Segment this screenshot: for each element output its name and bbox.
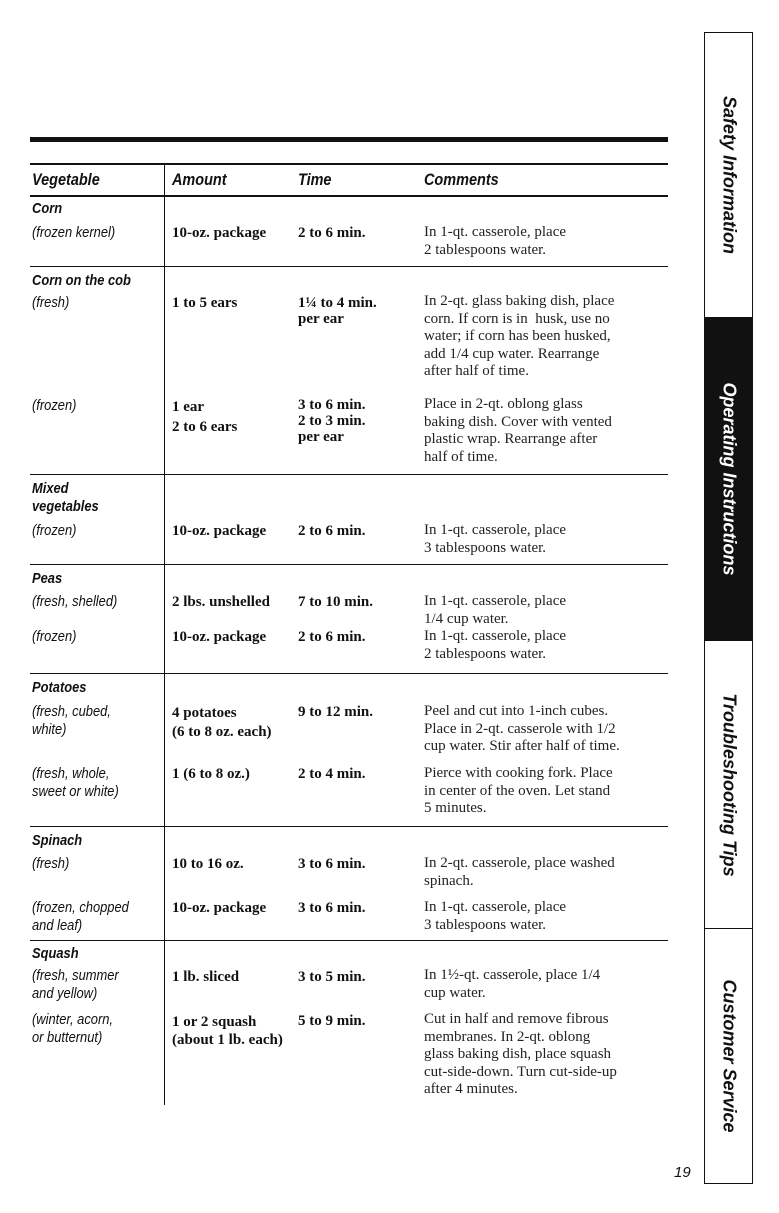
group-name: Squash <box>32 945 79 962</box>
group-name: Corn on the cob <box>32 272 131 289</box>
row-sub: (frozen kernel) <box>32 224 116 241</box>
row-time: 9 to 12 min. <box>298 704 373 720</box>
row-amount: 10-oz. package <box>172 523 267 539</box>
row-time: 3 to 6 min. <box>298 856 366 872</box>
header-divider <box>30 195 668 197</box>
tab-troubleshooting-tips[interactable] <box>705 641 752 929</box>
row-amount: 4 potatoes (6 to 8 oz. each) <box>172 705 272 740</box>
header-time: Time <box>298 170 332 189</box>
row-time: 3 to 6 min. <box>298 900 366 916</box>
row-time: 2 to 6 min. <box>298 523 366 539</box>
row-amount: 1 to 5 ears <box>172 295 238 311</box>
row-sub: (frozen) <box>32 628 77 645</box>
row-comment: In 1-qt. casserole, place 2 tablespoons water. <box>424 224 567 258</box>
row-comment: In 2-qt. casserole, place washed spinach. <box>424 855 615 889</box>
row-sub: (fresh, whole, sweet or white) <box>32 765 119 800</box>
tab-customer-service[interactable] <box>705 929 752 1182</box>
row-comment: Place in 2-qt. oblong glass baking dish. Cover with vented plastic wrap. Rearrange after half of time. <box>424 396 612 465</box>
tab-label: Operating Instructions <box>719 382 739 576</box>
row-comment: Peel and cut into 1-inch cubes. Place in 2-qt. casserole with 1/2 cup water. Stir after half of time. <box>424 703 620 754</box>
row-time: 3 to 6 min. 2 to 3 min. per ear <box>298 397 366 445</box>
column-divider <box>164 163 165 1105</box>
tab-safety-information[interactable] <box>705 33 752 318</box>
row-amount: 2 lbs. unshelled <box>172 594 270 610</box>
row-comment: In 1-qt. casserole, place 2 tablespoons water. <box>424 628 567 662</box>
header-vegetable: Vegetable <box>32 170 100 189</box>
row-sub: (fresh) <box>32 855 70 872</box>
row-amount: 1 (6 to 8 oz.) <box>172 766 250 782</box>
top-rule <box>30 137 668 142</box>
row-time: 3 to 5 min. <box>298 969 366 985</box>
row-amount: 1 ear 2 to 6 ears <box>172 399 238 435</box>
header-amount: Amount <box>172 170 227 189</box>
row-sub: (frozen, chopped and leaf) <box>32 899 129 934</box>
row-amount: 1 or 2 squash (about 1 lb. each) <box>172 1014 283 1048</box>
row-time: 7 to 10 min. <box>298 594 373 610</box>
row-amount: 1 lb. sliced <box>172 969 240 985</box>
row-time: 2 to 6 min. <box>298 629 366 645</box>
header-comments: Comments <box>424 170 499 189</box>
group-name: Potatoes <box>32 679 87 696</box>
tab-label: Troubleshooting Tips <box>719 692 739 877</box>
group-name: Corn <box>32 200 63 217</box>
row-comment: In 1½-qt. casserole, place 1/4 cup water. <box>424 967 601 1001</box>
row-time: 2 to 4 min. <box>298 766 366 782</box>
row-sub: (fresh, cubed, white) <box>32 703 111 738</box>
row-comment: Cut in half and remove fibrous membranes. In 2-qt. oblong glass baking dish, place squash cut-side-down. Turn cut-side-up after 4 minutes. <box>424 1011 617 1097</box>
row-comment: In 1-qt. casserole, place 3 tablespoons water. <box>424 899 567 933</box>
row-sub: (fresh, shelled) <box>32 593 118 610</box>
row-sub: (fresh, summer and yellow) <box>32 967 119 1002</box>
group-name: Spinach <box>32 832 83 849</box>
row-time: 5 to 9 min. <box>298 1013 366 1029</box>
group-name: Mixed vegetables <box>32 480 99 515</box>
row-amount: 10-oz. package <box>172 225 267 241</box>
row-time: 2 to 6 min. <box>298 225 366 241</box>
table-top-border <box>30 163 668 165</box>
group-divider <box>30 564 668 565</box>
row-amount: 10-oz. package <box>172 629 267 645</box>
tab-operating-instructions[interactable] <box>705 318 752 641</box>
section-sidebar <box>704 32 753 1184</box>
row-amount: 10 to 16 oz. <box>172 856 244 872</box>
row-comment: In 2-qt. glass baking dish, place corn. If corn is in husk, use no water; if corn has been husked, add 1/4 cup water. Rearrange after half of time. <box>424 293 615 379</box>
row-sub: (frozen) <box>32 522 77 539</box>
group-divider <box>30 474 668 475</box>
group-divider <box>30 266 668 267</box>
row-sub: (winter, acorn, or butternut) <box>32 1011 114 1046</box>
group-divider <box>30 940 668 941</box>
group-name: Peas <box>32 570 63 587</box>
row-sub: (fresh) <box>32 294 70 311</box>
row-comment: Pierce with cooking fork. Place in center of the oven. Let stand 5 minutes. <box>424 765 613 816</box>
page-number: 19 <box>674 1164 691 1181</box>
tab-label: Safety Information <box>719 95 739 255</box>
row-amount: 10-oz. package <box>172 900 267 916</box>
row-time: 1¼ to 4 min. per ear <box>298 295 377 327</box>
row-comment: In 1-qt. casserole, place 1/4 cup water. <box>424 593 567 627</box>
row-sub: (frozen) <box>32 397 77 414</box>
row-comment: In 1-qt. casserole, place 3 tablespoons water. <box>424 522 567 556</box>
tab-label: Customer Service <box>719 978 739 1133</box>
group-divider <box>30 673 668 674</box>
group-divider <box>30 826 668 827</box>
